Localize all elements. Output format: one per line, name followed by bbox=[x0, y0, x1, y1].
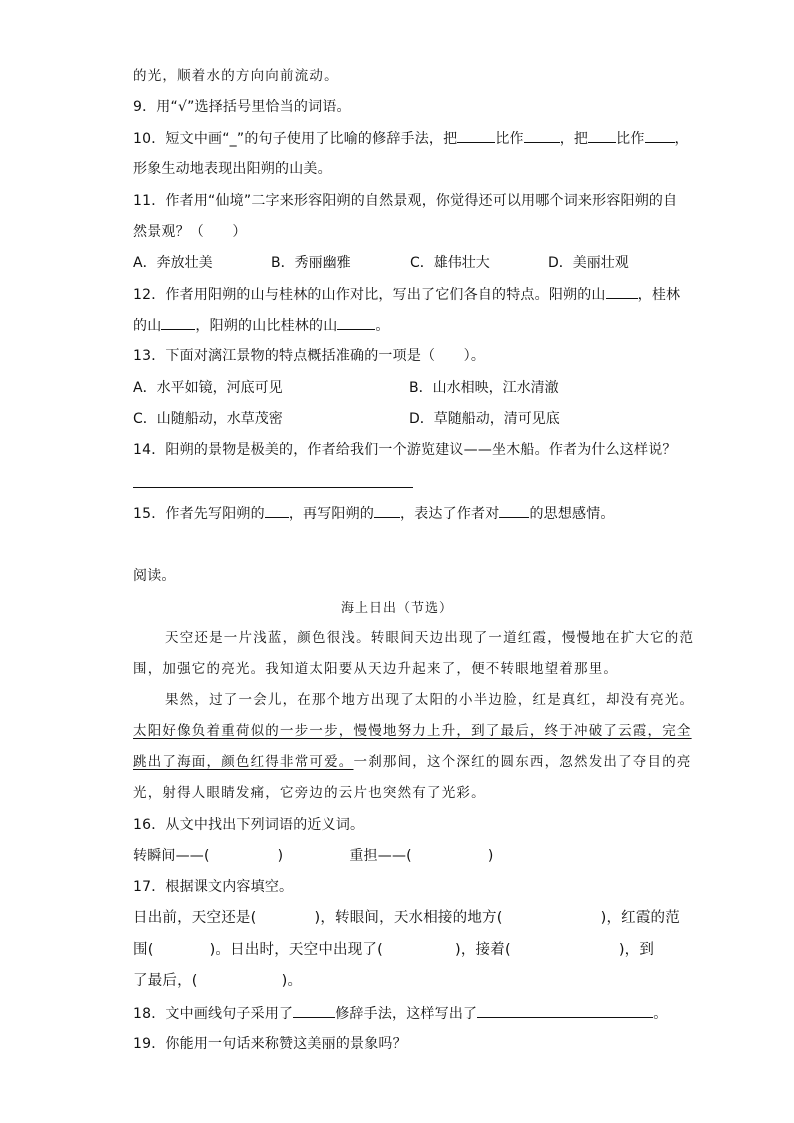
answer-blank[interactable] bbox=[524, 128, 560, 143]
q13-option-c[interactable]: C．山随船动，水草茂密 bbox=[133, 411, 283, 427]
answer-blank[interactable] bbox=[606, 284, 638, 299]
underlined-sentence-line2: 跳出了海面，颜色红得非常可爱。 bbox=[133, 754, 354, 770]
reading-label: 阅读。 bbox=[133, 568, 176, 584]
answer-blank[interactable] bbox=[293, 1003, 335, 1018]
q13-option-a[interactable]: A．水平如镜，河底可见 bbox=[133, 380, 283, 396]
question-17-line2: 围( )。日出时，天空中出现了( )，接着( )，到 bbox=[133, 942, 655, 958]
question-19: 19．你能用一句话来称赞这美丽的景象吗？ bbox=[133, 1036, 407, 1052]
question-11-stem-cont: 然景观？（ ） bbox=[133, 224, 247, 240]
answer-blank[interactable] bbox=[499, 503, 529, 518]
answer-blank[interactable] bbox=[265, 503, 289, 518]
q11-option-c[interactable]: C．雄伟壮大 bbox=[410, 255, 490, 271]
question-12-cont: 的山 ，阳朔的山比桂林的山 。 bbox=[133, 315, 390, 336]
question-15: 15．作者先写阳朔的 ，再写阳朔的 ，表达了作者对 的思想感情。 bbox=[133, 503, 615, 524]
passage-para1-line1: 天空还是一片浅蓝，颜色很浅。转眼间天边出现了一道红霞，慢慢地在扩大它的范 bbox=[165, 630, 695, 646]
q11-option-b[interactable]: B．秀丽幽雅 bbox=[271, 255, 351, 271]
answer-blank[interactable] bbox=[588, 128, 616, 143]
question-11-stem: 11．作者用“仙境”二字来形容阳朔的自然景观，你觉得还可以用哪个词来形容阳朔的自 bbox=[133, 193, 678, 209]
answer-blank[interactable] bbox=[645, 128, 675, 143]
passage-para2-line1: 果然，过了一会儿，在那个地方出现了太阳的小半边脸，红是真红，却没有亮光。 bbox=[165, 692, 695, 708]
question-17-line1: 日出前，天空还是( )，转眼间，天水相接的地方( )，红霞的范 bbox=[133, 910, 680, 926]
passage-para2-line3: 跳出了海面，颜色红得非常可爱。一刹那间，这个深红的圆东西，忽然发出了夺目的亮 bbox=[133, 754, 692, 770]
answer-blank[interactable] bbox=[337, 315, 375, 330]
q11-option-d[interactable]: D．美丽壮观 bbox=[548, 255, 629, 271]
passage1-tail: 的光，顺着水的方向向前流动。 bbox=[133, 68, 339, 84]
passage-para1-line2: 围，加强它的亮光。我知道太阳要从天边升起来了，便不转眼地望着那里。 bbox=[133, 661, 619, 677]
q13-option-b[interactable]: B．山水相映，江水清澈 bbox=[409, 380, 559, 396]
answer-line[interactable] bbox=[133, 487, 413, 488]
answer-blank[interactable] bbox=[477, 1003, 653, 1018]
question-9: 9．用“√”选择括号里恰当的词语。 bbox=[133, 99, 351, 115]
question-16-items: 转瞬间——( ) 重担——( ) bbox=[133, 848, 494, 864]
question-10-cont: 形象生动地表现出阳朔的山美。 bbox=[133, 161, 332, 177]
question-10: 10．短文中画“_”的句子使用了比喻的修辞手法，把 比作 ，把 比作 ， bbox=[133, 128, 689, 149]
question-16: 16．从文中找出下列词语的近义词。 bbox=[133, 817, 365, 833]
q11-option-a[interactable]: A．奔放壮美 bbox=[133, 255, 213, 271]
underlined-sentence-line1: 太阳好像负着重荷似的一步一步，慢慢地努力上升，到了最后，终于冲破了云霞，完全 bbox=[133, 723, 692, 739]
question-17: 17．根据课文内容填空。 bbox=[133, 879, 294, 895]
question-13-stem: 13．下面对漓江景物的特点概括准确的一项是（ ）。 bbox=[133, 348, 486, 364]
answer-blank[interactable] bbox=[374, 503, 400, 518]
question-17-line3: 了最后，( )。 bbox=[133, 973, 303, 989]
answer-blank[interactable] bbox=[457, 128, 495, 143]
q13-option-d[interactable]: D．草随船动，清可见底 bbox=[409, 411, 560, 427]
passage-title: 海上日出（节选） bbox=[340, 601, 453, 616]
answer-blank[interactable] bbox=[161, 315, 195, 330]
question-14: 14．阳朔的景物是极美的，作者给我们一个游览建议——坐木船。作者为什么这样说？ bbox=[133, 442, 677, 458]
question-18: 18．文中画线句子采用了 修辞手法，这样写出了 。 bbox=[133, 1003, 667, 1024]
passage-para2-line4: 光，射得人眼睛发痛，它旁边的云片也突然有了光彩。 bbox=[133, 785, 486, 801]
question-12: 12．作者用阳朔的山与桂林的山作对比，写出了它们各自的特点。阳朔的山 ，桂林 bbox=[133, 284, 680, 305]
